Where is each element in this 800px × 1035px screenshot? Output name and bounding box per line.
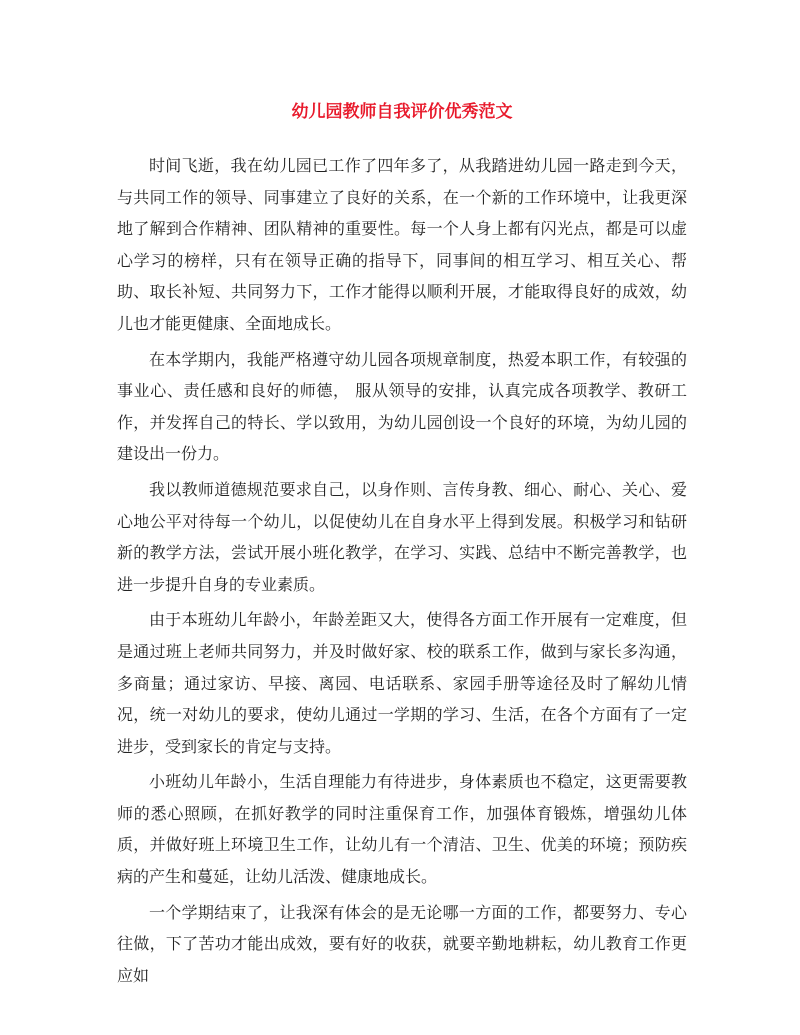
paragraph-5: 小班幼儿年龄小，生活自理能力有待进步，身体素质也不稳定，这更需要教师的悉心照顾，在抓好教学的同时注重保育工作，加强体育锻炼，增强幼儿体质，并做好班上环境卫生工作，让幼儿有一个清洁、卫生、优美的环境；预防疾病的产生和蔓延，让幼儿活泼、健康地成长。 [117, 772, 687, 887]
paragraph-3: 我以教师道德规范要求自己，以身作则、言传身教、细心、耐心、关心、爱心地公平对待每一个幼儿，以促使幼儿在自身水平上得到发展。积极学习和钻研新的教学方法，尝试开展小班化教学，在学习、实践、总结中不断完善教学，也进一步提升自身的专业素质。 [117, 479, 687, 594]
document-body [117, 150, 687, 995]
paragraph-4: 由于本班幼儿年龄小，年龄差距又大，使得各方面工作开展有一定难度，但是通过班上老师共同努力，并及时做好家、校的联系工作，做到与家长多沟通，多商量；通过家访、早接、离园、电话联系、家园手册等途径及时了解幼儿情况，统一对幼儿的要求，使幼儿通过一学期的学习、生活，在各个方面有了一定进步，受到家长的肯定与支持。 [117, 610, 687, 756]
document-page [117, 0, 687, 1035]
document-title: 幼儿园教师自我评价优秀范文 [291, 102, 513, 122]
paragraph-1: 时间飞逝，我在幼儿园已工作了四年多了，从我踏进幼儿园一路走到今天，与共同工作的领导、同事建立了良好的关系，在一个新的工作环境中，让我更深地了解到合作精神、团队精神的重要性。每一个人身上都有闪光点，都是可以虚心学习的榜样，只有在领导正确的指导下，同事间的相互学习、相互关心、帮助、取长补短、共同努力下，工作才能得以顺利开展，才能取得良好的成效，幼儿也才能更健康、全面地成长。 [117, 156, 687, 333]
paragraph-6: 一个学期结束了，让我深有体会的是无论哪一方面的工作，都要努力、专心往做，下了苦功才能出成效，要有好的收获，就要辛勤地耕耘，幼儿教育工作更应如 [117, 902, 687, 985]
paragraph-2: 在本学期内，我能严格遵守幼儿园各项规章制度，热爱本职工作，有较强的事业心、责任感和良好的师德， 服从领导的安排，认真完成各项教学、教研工作，并发挥自己的特长、学以致用，为幼儿园创设一个良好的环境，为幼儿园的建设出一份力。 [117, 349, 687, 464]
